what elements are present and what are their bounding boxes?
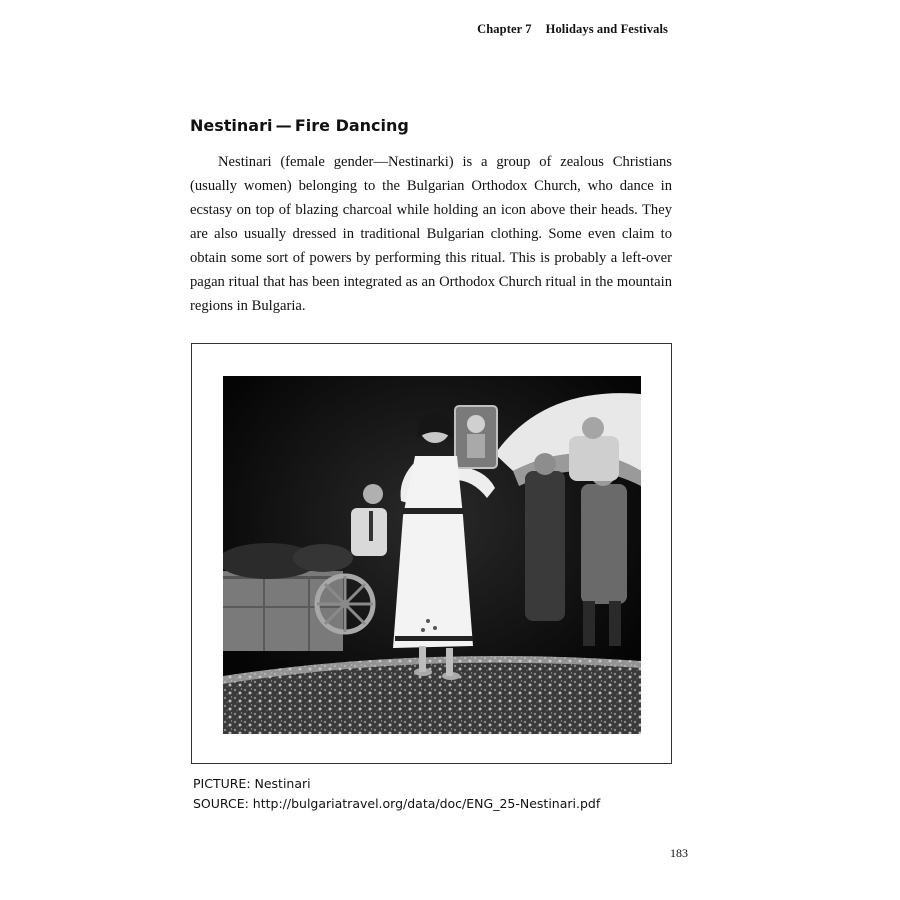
section-title: Nestinari — Fire Dancing xyxy=(190,116,409,135)
nestinari-photo xyxy=(223,376,641,734)
figure-caption xyxy=(193,774,600,814)
running-head-title: Holidays and Festivals xyxy=(545,22,668,36)
caption-source: SOURCE: http://bulgariatravel.org/data/doc/ENG_25-Nestinari.pdf xyxy=(193,796,601,811)
running-head-chapter: Chapter 7 xyxy=(477,22,532,36)
page-number: 183 xyxy=(670,846,688,860)
body-paragraph: Nestinari (female gender—Nestinarki) is a group of zealous Christians (usually women) belonging to the Bulgarian Orthodox Church, who dance in ecstasy on top of blazing charcoal while holding an icon above their heads. They are also usually dressed in traditional Bulgarian clothing. Some even claim to obtain some sort of powers by performing this ritual. This is probably a left-over pagan ritual that has been integrated as an Orthodox Church ritual in the mountain regions in Bulgaria. xyxy=(190,154,672,314)
caption-picture: PICTURE: Nestinari xyxy=(193,776,311,791)
running-head xyxy=(477,22,668,37)
figure-frame xyxy=(191,343,672,764)
